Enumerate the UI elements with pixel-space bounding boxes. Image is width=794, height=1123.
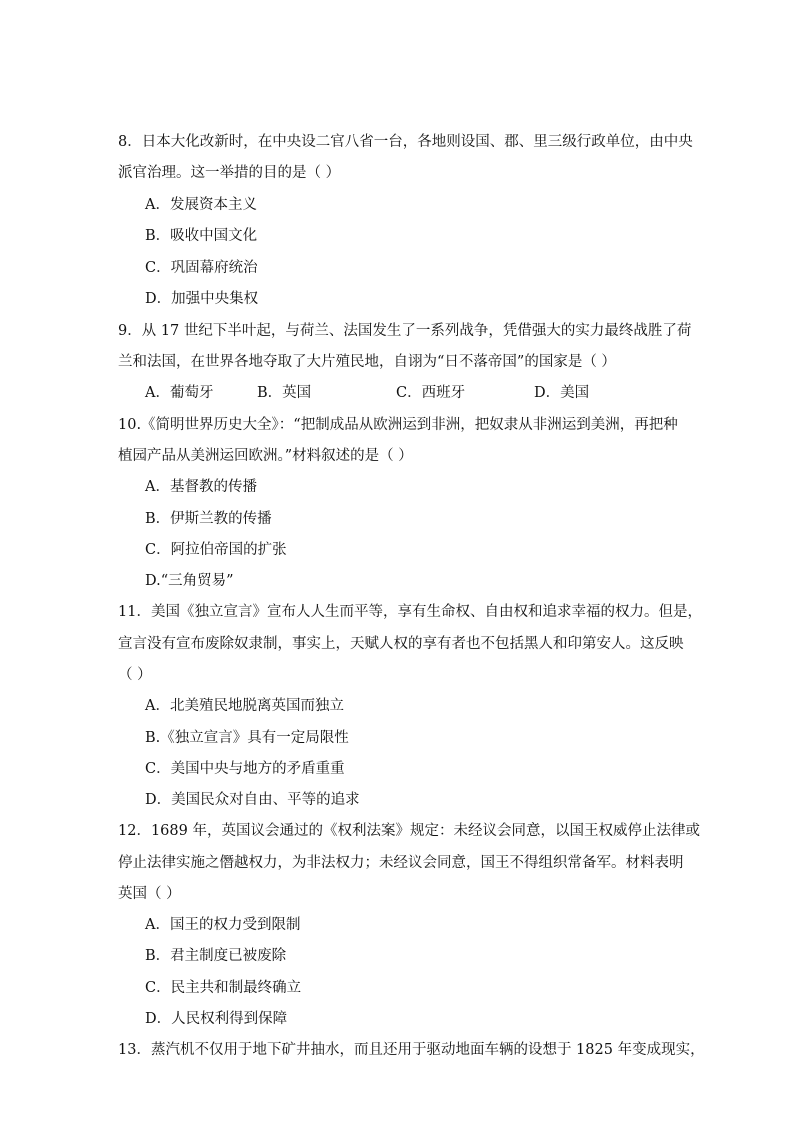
- question-10-option-a: A．基督教的传播: [145, 479, 257, 495]
- question-9-option-b: B．英国: [257, 385, 312, 401]
- question-11-option-a: A．北美殖民地脱离英国而独立: [145, 698, 344, 714]
- question-12-option-d: D．人民权利得到保障: [145, 1011, 288, 1027]
- question-12-stem-line-2: 停止法律实施之僭越权力，为非法权力；未经议会同意，国王不得组织常备军。材料表明: [118, 855, 684, 871]
- question-8-stem-line-2: 派官治理。这一举措的目的是（ ）: [118, 165, 341, 181]
- question-9-option-d: D．美国: [534, 385, 590, 401]
- question-11-option-d: D．美国民众对自由、平等的追求: [145, 792, 360, 808]
- question-8-option-b: B．吸收中国文化: [145, 228, 258, 244]
- question-8-stem-line-1: 8．日本大化改新时，在中央设二官八省一台，各地则设国、郡、里三级行政单位，由中央: [118, 134, 693, 150]
- question-10-stem-line-1: 10.《简明世界历史大全》：“把制成品从欧洲运到非洲，把奴隶从非洲运到美洲，再把种: [118, 417, 678, 433]
- question-9-stem-line-2: 兰和法国，在世界各地夺取了大片殖民地，自诩为“日不落帝国”的国家是（ ）: [118, 354, 616, 370]
- question-8-option-a: A．发展资本主义: [145, 197, 257, 213]
- question-10-stem-line-2: 植园产品从美洲运回欧洲。”材料叙述的是（ ）: [118, 448, 413, 464]
- question-11-stem-line-2: 宣言没有宣布废除奴隶制，事实上，天赋人权的享有者也不包括黑人和印第安人。这反映: [118, 636, 684, 652]
- question-11-option-b: B.《独立宣言》具有一定局限性: [145, 730, 349, 746]
- question-12-stem-line-1: 12．1689 年，英国议会通过的《权利法案》规定：未经议会同意，以国王权威停止法律或: [118, 823, 700, 839]
- question-10-option-c: C．阿拉伯帝国的扩张: [145, 542, 287, 558]
- question-9-stem-line-1: 9．从 17 世纪下半叶起，与荷兰、法国发生了一系列战争，凭借强大的实力最终战胜了荷: [118, 323, 692, 339]
- question-12-option-b: B．君主制度已被废除: [145, 948, 287, 964]
- question-11-stem-line-3: （ ）: [118, 667, 152, 683]
- question-9-option-a: A．葡萄牙: [145, 385, 214, 401]
- question-8-option-c: C．巩固幕府统治: [145, 260, 258, 276]
- question-11-stem-line-1: 11．美国《独立宣言》宣布人人生而平等，享有生命权、自由权和追求幸福的权力。但是，: [118, 604, 702, 620]
- question-12-option-a: A．国王的权力受到限制: [145, 917, 301, 933]
- question-8-option-d: D．加强中央集权: [145, 291, 259, 307]
- question-10-option-b: B．伊斯兰教的传播: [145, 511, 272, 527]
- question-13-stem-line-1: 13．蒸汽机不仅用于地下矿井抽水，而且还用于驱动地面车辆的设想于 1825 年变成现实，: [118, 1042, 705, 1058]
- question-10-option-d: D.“三角贸易”: [145, 573, 234, 589]
- question-12-stem-line-3: 英国（ ）: [118, 886, 181, 902]
- question-12-option-c: C．民主共和制最终确立: [145, 980, 302, 996]
- question-11-option-c: C．美国中央与地方的矛盾重重: [145, 761, 345, 777]
- question-9-option-c: C．西班牙: [396, 385, 466, 401]
